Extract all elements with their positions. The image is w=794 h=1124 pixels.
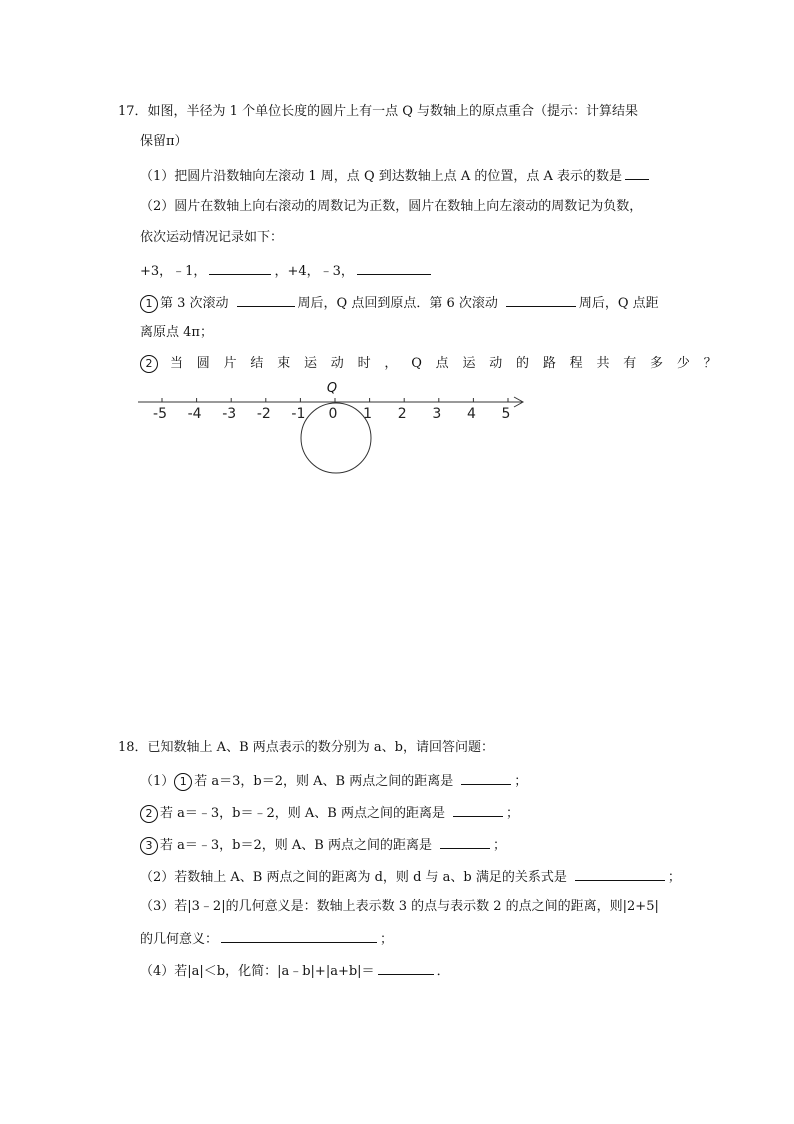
q18-semicolon: ； [380,932,394,947]
q18-p3-line2-text: 的几何意义： [140,932,219,947]
q17-sub1-c: 周后，Q 点距 [578,296,659,311]
circled-number-2: 2 [140,805,158,823]
circled-number-2: 2 [140,355,158,373]
q17-sub2-text: 当圆片结束运动时，Q点运动的路程共有多少？ [170,356,731,371]
q17-part1-text: （1）把圆片沿数轴向左滚动 1 周，点 Q 到达数轴上点 A 的位置，点 A 表示的数是 [140,169,623,184]
answer-blank[interactable] [209,260,271,275]
answer-blank[interactable] [357,260,431,275]
q17-part1 [140,165,652,187]
answer-blank[interactable] [378,960,434,975]
q18-p2-text: （2）若数轴上 A、B 两点之间的距离为 d，则 d 与 a、b 满足的关系式是 [140,870,567,885]
tick-label: 4 [466,406,476,422]
answer-blank[interactable] [506,292,576,307]
number-line-figure [130,370,540,485]
q17-record-a: +3，﹣1， [140,264,207,279]
answer-blank[interactable] [461,770,511,785]
q17-stem-text: 如图，半径为 1 个单位长度的圆片上有一点 Q 与数轴上的原点重合（提示：计算结果 [147,104,639,119]
q18-number: 18． [118,740,148,755]
q18-p1-c-text: 若 a＝﹣3，b＝2，则 A、B 两点之间的距离是 [160,838,432,853]
q17-record-b: ，+4，﹣3， [274,264,354,279]
q18-p1-a-text: 若 a＝3，b＝2，则 A、B 两点之间的距离是 [194,774,454,789]
axis-ticks [162,398,508,402]
tick-label: 3 [432,406,442,422]
q17-stem-line1 [118,102,638,122]
q17-record [140,260,434,282]
answer-blank[interactable] [625,165,649,180]
q18-period: ． [436,964,450,979]
tick-label: -3 [222,406,237,422]
q17-sub1-a: 第 3 次滚动 [160,296,229,311]
q18-p3-line2 [140,928,393,950]
q18-p1-a [140,770,527,792]
q18-p1-b-text: 若 a＝﹣3，b＝﹣2，则 A、B 两点之间的距离是 [160,806,445,821]
point-q-label: Q [326,381,338,396]
answer-blank[interactable] [575,866,665,881]
q18-semicolon: ； [667,870,681,885]
q18-semicolon: ； [505,806,519,821]
q18-semicolon: ； [492,838,506,853]
tick-label: 2 [397,406,407,422]
q18-stem [118,738,494,758]
answer-blank[interactable] [453,802,503,817]
answer-blank[interactable] [221,928,377,943]
q18-p1-prefix: （1） [140,774,175,789]
q18-p1-c [140,834,506,856]
q18-p3-line1: （3）若|3﹣2|的几何意义是：数轴上表示数 3 的点与表示数 2 的点之间的距离，则|2+5| [140,899,659,914]
q18-p1-b [140,802,519,824]
q18-stem-text: 已知数轴上 A、B 两点表示的数分别为 a、b，请回答问题： [147,740,494,755]
circled-number-1: 1 [174,773,192,791]
tick-label: -2 [256,406,271,422]
q18-p4 [140,960,450,982]
tick-label: 1 [363,406,373,422]
tick-label: -4 [187,406,202,422]
tick-label: 5 [501,406,511,422]
q17-part2-line2: 依次运动情况记录如下： [140,230,284,245]
q17-stem-line2: 保留π） [140,134,188,149]
q18-p4-text: （4）若|a|＜b，化简：|a﹣b|+|a+b|＝ [140,964,375,979]
axis-tick-labels [153,406,510,422]
q18-semicolon: ； [514,774,528,789]
tick-label: -1 [291,406,306,422]
q17-sub1 [140,292,659,314]
circled-number-1: 1 [140,295,158,313]
answer-blank[interactable] [440,834,490,849]
q17-sub1-line2: 离原点 4π； [140,325,213,340]
q17-part2-line1: （2）圆片在数轴上向右滚动的周数记为正数，圆片在数轴上向左滚动的周数记为负数， [140,199,643,214]
tick-label: 0 [328,406,338,422]
answer-blank[interactable] [237,292,295,307]
q18-p2 [140,866,681,888]
q17-sub1-b: 周后，Q 点回到原点．第 6 次滚动 [297,296,498,311]
tick-label: -5 [153,406,167,422]
q17-number: 17． [118,104,148,119]
circled-number-3: 3 [140,837,158,855]
